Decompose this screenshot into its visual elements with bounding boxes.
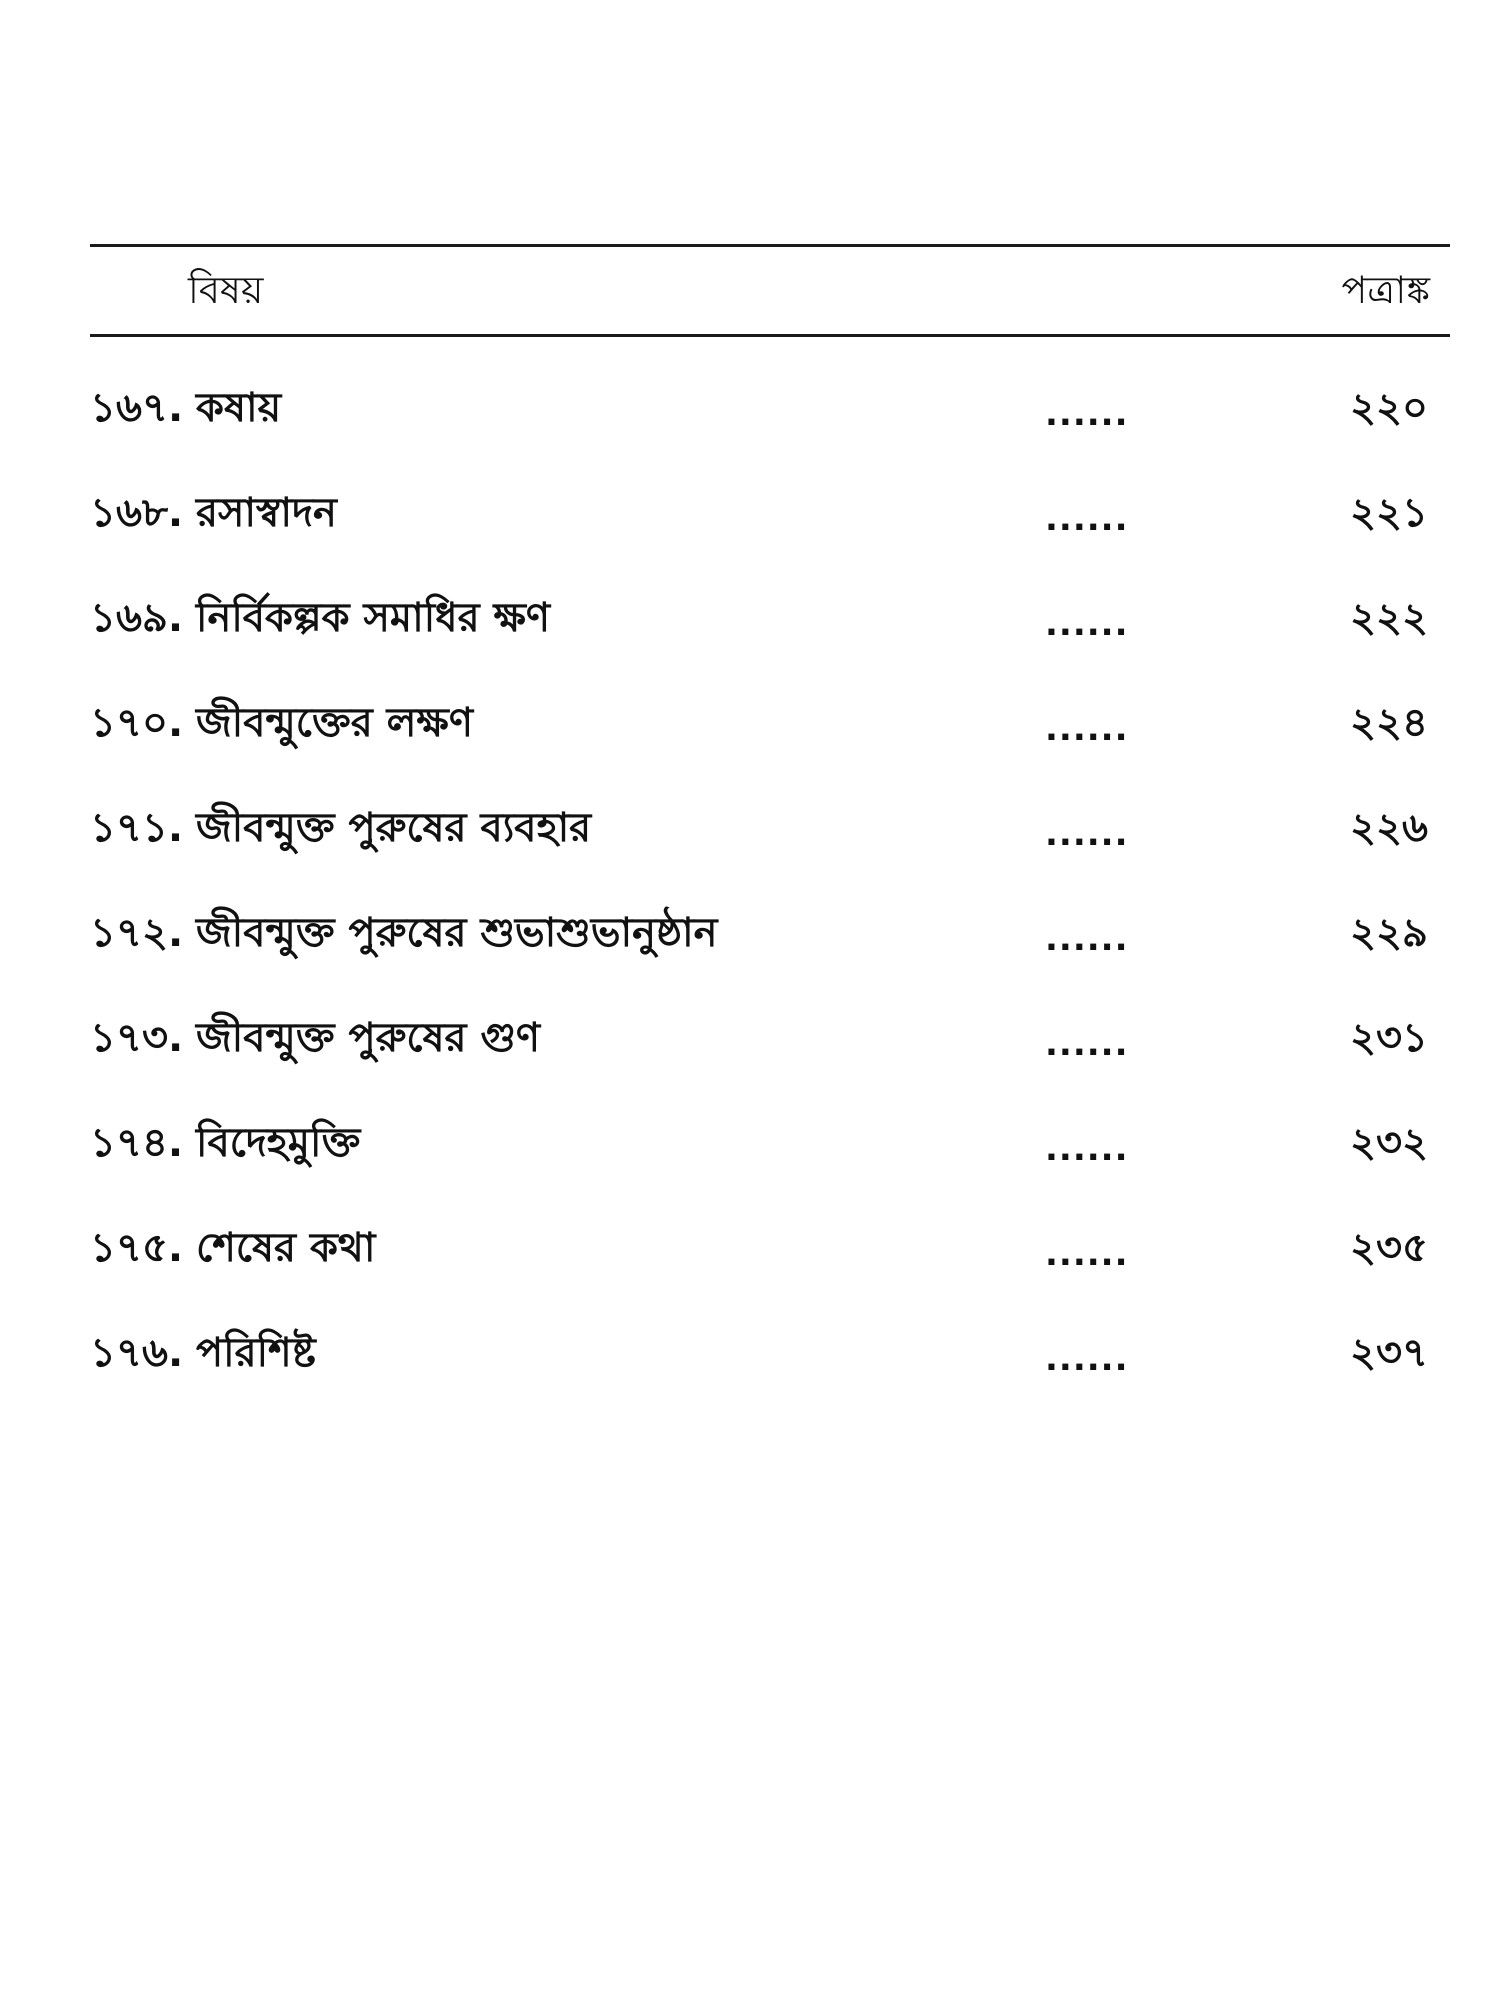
toc-entry (0, 378, 1500, 483)
toc-entry (0, 588, 1500, 693)
toc-entry-leader: ...... (1045, 604, 1129, 644)
header-top-rule (90, 244, 1450, 247)
toc-entry-page: ২৩৫ (1350, 1225, 1428, 1271)
toc-entry-leader: ...... (1045, 499, 1129, 539)
toc-entry-number: ১৭৪. (90, 1120, 184, 1166)
toc-entry (0, 483, 1500, 588)
toc-entry-title: কষায় (196, 385, 282, 431)
toc-entry-leader: ...... (1045, 814, 1129, 854)
toc-entry-title: রসাস্বাদন (196, 490, 337, 536)
toc-entry-title: জীবন্মুক্তের লক্ষণ (196, 700, 474, 746)
toc-entry-page: ২২৪ (1350, 700, 1428, 746)
subject-column-header: বিষয় (188, 268, 264, 312)
toc-entry-title: শেষের কথা (196, 1225, 376, 1271)
toc-entry-number: ১৬৮. (90, 490, 184, 536)
header-bottom-rule (90, 334, 1450, 337)
toc-entry-title: পরিশিষ্ট (196, 1330, 316, 1376)
toc-entry (0, 1218, 1500, 1323)
toc-entry-number: ১৭৬. (90, 1330, 184, 1376)
toc-entry-page: ২৩১ (1350, 1015, 1428, 1061)
toc-entry-page: ২২৯ (1350, 910, 1428, 956)
toc-entry-title: জীবন্মুক্ত পুরুষের ব্যবহার (196, 805, 592, 851)
toc-entry-leader: ...... (1045, 919, 1129, 959)
toc-entry-leader: ...... (1045, 1129, 1129, 1169)
toc-entry-page: ২২৬ (1349, 805, 1428, 851)
table-of-contents (0, 378, 1500, 1428)
toc-entry (0, 693, 1500, 798)
page-number-column-header: পত্রাঙ্ক (1341, 268, 1430, 312)
toc-entry-number: ১৬৭. (90, 385, 184, 431)
toc-entry (0, 1008, 1500, 1113)
toc-entry-leader: ...... (1045, 1234, 1129, 1274)
toc-entry-number: ১৭২. (90, 910, 184, 956)
toc-entry-title: বিদেহমুক্তি (196, 1120, 361, 1166)
toc-entry (0, 1113, 1500, 1218)
toc-entry-page: ২২০ (1349, 385, 1428, 431)
toc-entry-number: ১৬৯. (90, 595, 184, 641)
toc-entry-leader: ...... (1045, 1339, 1129, 1379)
toc-entry-title: নির্বিকল্পক সমাধির ক্ষণ (196, 595, 551, 641)
toc-entry-leader: ...... (1045, 1024, 1129, 1064)
toc-entry (0, 798, 1500, 903)
toc-entry-number: ১৭৫. (90, 1225, 184, 1271)
toc-entry (0, 1323, 1500, 1428)
toc-entry-page: ২৩৭ (1349, 1330, 1428, 1376)
toc-entry-number: ১৭০. (90, 700, 184, 746)
toc-entry-page: ২২২ (1349, 595, 1428, 641)
toc-entry-leader: ...... (1045, 394, 1129, 434)
toc-entry-title: জীবন্মুক্ত পুরুষের গুণ (196, 1015, 541, 1061)
toc-entry-number: ১৭১. (90, 805, 184, 851)
toc-entry-page: ২৩২ (1349, 1120, 1428, 1166)
toc-entry (0, 903, 1500, 1008)
toc-entry-number: ১৭৩. (90, 1015, 184, 1061)
toc-entry-leader: ...... (1045, 709, 1129, 749)
toc-entry-page: ২২১ (1350, 490, 1428, 536)
toc-entry-title: জীবন্মুক্ত পুরুষের শুভাশুভানুষ্ঠান (196, 910, 718, 956)
